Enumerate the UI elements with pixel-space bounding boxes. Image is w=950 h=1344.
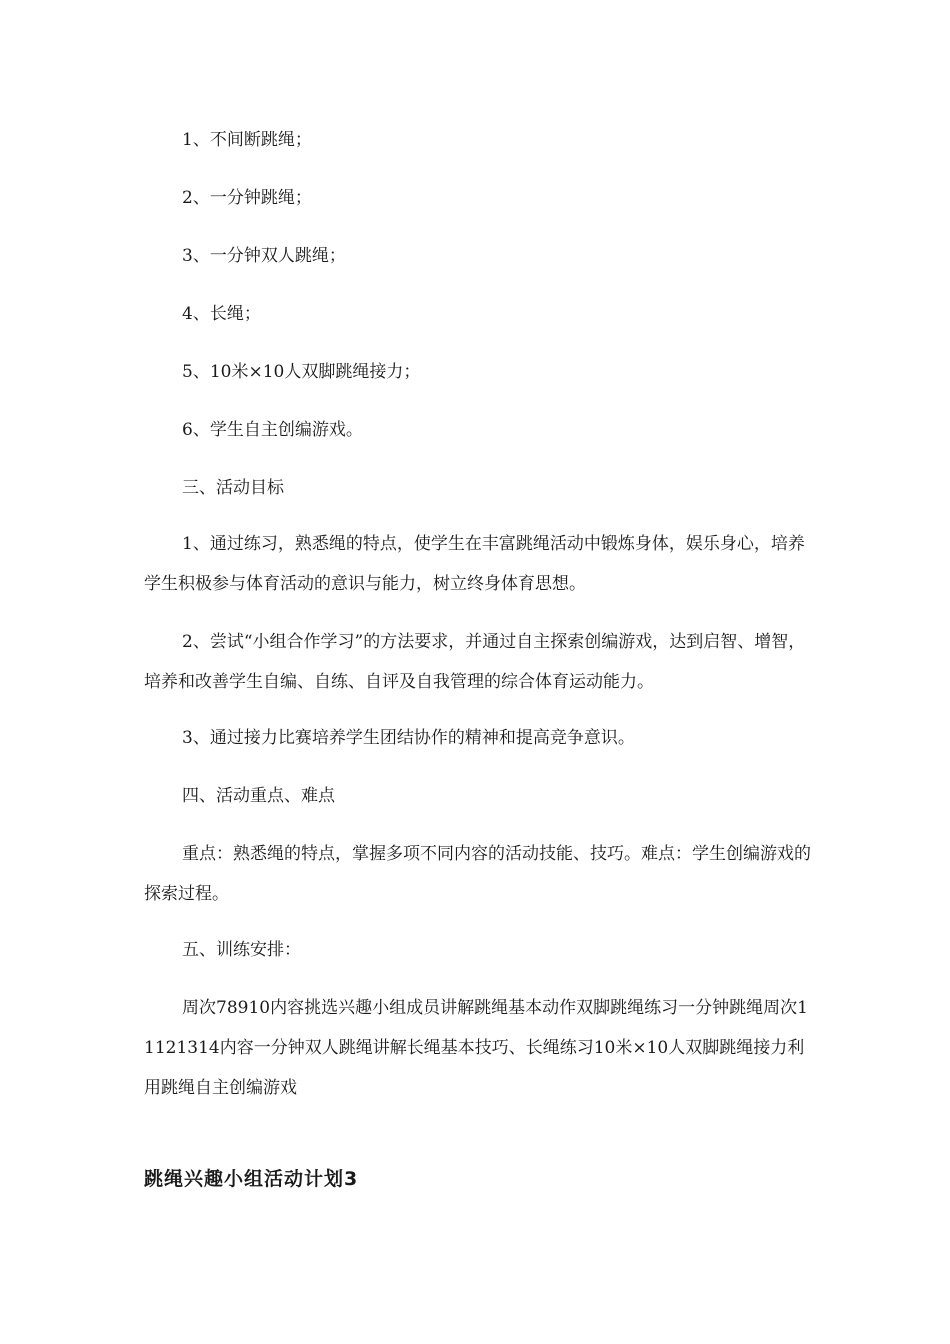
item-5: 5、10米×10人双脚跳绳接力；: [182, 362, 421, 382]
section-title: 跳绳兴趣小组活动计划3: [144, 1168, 359, 1190]
goal-1: 1、通过练习，熟悉绳的特点，使学生在丰富跳绳活动中锻炼身体，娱乐身心，培养学生积极参与体育活动的意识与能力，树立终身体育思想。: [144, 534, 805, 594]
keypoints-text: 重点：熟悉绳的特点，掌握多项不同内容的活动技能、技巧。难点：学生创编游戏的探索过程。: [144, 844, 811, 904]
section-heading-schedule: 五、训练安排：: [182, 940, 301, 960]
item-1: 1、不间断跳绳；: [182, 130, 312, 150]
goal-3: 3、通过接力比赛培养学生团结协作的精神和提高竞争意识。: [182, 728, 635, 748]
item-4: 4、长绳；: [182, 304, 261, 324]
section-heading-goals: 三、活动目标: [182, 478, 284, 498]
schedule-text: 周次78910内容挑选兴趣小组成员讲解跳绳基本动作双脚跳绳练习一分钟跳绳周次11121314内容一分钟双人跳绳讲解长绳基本技巧、长绳练习10米×10人双脚跳绳接力利用跳绳自主创编游戏: [144, 998, 808, 1098]
goal-2: 2、尝试“小组合作学习”的方法要求，并通过自主探索创编游戏，达到启智、增智，培养和改善学生自编、自练、自评及自我管理的综合体育运动能力。: [144, 632, 806, 692]
item-6: 6、学生自主创编游戏。: [182, 420, 363, 440]
item-2: 2、一分钟跳绳；: [182, 188, 312, 208]
section-heading-keypoints: 四、活动重点、难点: [182, 786, 335, 806]
item-3: 3、一分钟双人跳绳；: [182, 246, 346, 266]
